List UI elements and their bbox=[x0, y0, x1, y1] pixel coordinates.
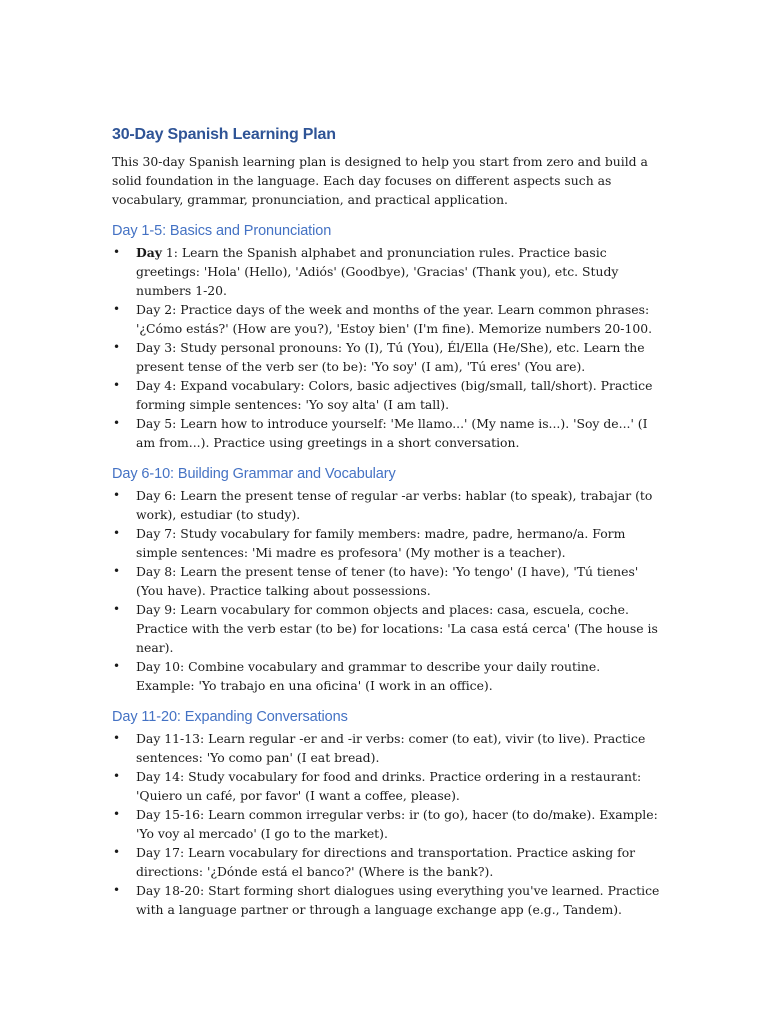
section-heading: Day 11-20: Expanding Conversations bbox=[112, 709, 348, 725]
item-text: Day 15-16: Learn common irregular verbs: ir (to go), hacer (to do/make). Example: 'Yo voy al mercado' (I go to the market). bbox=[136, 807, 658, 841]
list-item bbox=[112, 414, 660, 452]
list-item bbox=[112, 657, 660, 695]
bullet-icon: • bbox=[113, 302, 121, 316]
list-item bbox=[112, 767, 660, 805]
item-text: Day 9: Learn vocabulary for common objects and places: casa, escuela, coche. Practice with the verb estar (to be) for locations: 'La casa está cerca' (The house is near). bbox=[136, 602, 658, 655]
item-text: Day 18-20: Start forming short dialogues using everything you've learned. Practice with a language partner or through a language exchange app (e.g., Tandem). bbox=[136, 883, 660, 917]
bullet-icon: • bbox=[113, 416, 121, 430]
item-text: Day 2: Practice days of the week and months of the year. Learn common phrases: '¿Cómo estás?' (How are you?), 'Estoy bien' (I'm fine). Memorize numbers 20-100. bbox=[136, 302, 653, 336]
bullet-icon: • bbox=[113, 845, 121, 859]
item-text: 1: Learn the Spanish alphabet and pronunciation rules. Practice basic greetings: 'Hola' (Hello), 'Adiós' (Goodbye), 'Gracias' (Thank you), etc. Study numbers 1-20. bbox=[136, 245, 619, 298]
list-item bbox=[112, 243, 660, 300]
bullet-icon: • bbox=[113, 564, 121, 578]
bullet-icon: • bbox=[113, 340, 121, 354]
bullet-icon: • bbox=[113, 807, 121, 821]
intro-paragraph: This 30-day Spanish learning plan is designed to help you start from zero and build a solid foundation in the language. Each day focuses on different aspects such as vocabulary, grammar, pronunciation, and practical application. bbox=[112, 154, 648, 207]
list-item bbox=[112, 524, 660, 562]
list-item bbox=[112, 881, 660, 919]
list-item bbox=[112, 805, 660, 843]
item-text: Day 14: Study vocabulary for food and drinks. Practice ordering in a restaurant: 'Quiero un café, por favor' (I want a coffee, please). bbox=[136, 769, 642, 803]
bullet-list bbox=[112, 243, 660, 452]
item-text: Day 11-13: Learn regular -er and -ir verbs: comer (to eat), vivir (to live). Practice sentences: 'Yo como pan' (I eat bread). bbox=[136, 731, 646, 765]
item-text: Day 10: Combine vocabulary and grammar to describe your daily routine. Example: 'Yo trabajo en una oficina' (I work in an office). bbox=[136, 659, 601, 693]
item-text: Day 3: Study personal pronouns: Yo (I), Tú (You), Él/Ella (He/She), etc. Learn the present tense of the verb ser (to be): 'Yo soy' (I am), 'Tú eres' (You are). bbox=[136, 340, 645, 374]
bullet-icon: • bbox=[113, 378, 121, 392]
bullet-icon: • bbox=[113, 488, 121, 502]
item-text: Day 17: Learn vocabulary for directions and transportation. Practice asking for directions: '¿Dónde está el banco?' (Where is the bank?). bbox=[136, 845, 636, 879]
item-text: Day 6: Learn the present tense of regular -ar verbs: hablar (to speak), trabajar (to work), estudiar (to study). bbox=[136, 488, 653, 522]
section-2 bbox=[112, 464, 660, 695]
bullet-icon: • bbox=[113, 731, 121, 745]
list-item bbox=[112, 338, 660, 376]
list-item bbox=[112, 376, 660, 414]
section-3 bbox=[112, 707, 660, 919]
list-item bbox=[112, 300, 660, 338]
list-item bbox=[112, 600, 660, 657]
bullet-icon: • bbox=[113, 883, 121, 897]
bullet-icon: • bbox=[113, 769, 121, 783]
list-item bbox=[112, 843, 660, 881]
bullet-icon: • bbox=[113, 245, 121, 259]
bullet-icon: • bbox=[113, 526, 121, 540]
list-item bbox=[112, 562, 660, 600]
item-lead: Day bbox=[136, 245, 162, 260]
item-text: Day 7: Study vocabulary for family members: madre, padre, hermano/a. Form simple sentences: 'Mi madre es profesora' (My mother is a teacher). bbox=[136, 526, 626, 560]
bullet-icon: • bbox=[113, 602, 121, 616]
bullet-icon: • bbox=[113, 659, 121, 673]
document-title: 30-Day Spanish Learning Plan bbox=[112, 126, 336, 143]
section-heading: Day 6-10: Building Grammar and Vocabulary bbox=[112, 466, 396, 482]
item-text: Day 4: Expand vocabulary: Colors, basic adjectives (big/small, tall/short). Practice forming simple sentences: 'Yo soy alta' (I am tall). bbox=[136, 378, 653, 412]
bullet-list bbox=[112, 486, 660, 695]
section-heading: Day 1-5: Basics and Pronunciation bbox=[112, 223, 332, 239]
bullet-list bbox=[112, 729, 660, 919]
section-1 bbox=[112, 221, 660, 452]
sections-container bbox=[112, 221, 660, 919]
list-item bbox=[112, 729, 660, 767]
list-item bbox=[112, 486, 660, 524]
item-text: Day 8: Learn the present tense of tener (to have): 'Yo tengo' (I have), 'Tú tienes' (You have). Practice talking about possessions. bbox=[136, 564, 639, 598]
item-text: Day 5: Learn how to introduce yourself: 'Me llamo...' (My name is...). 'Soy de...' (I am from...). Practice using greetings in a short conversation. bbox=[136, 416, 648, 450]
document-page bbox=[112, 124, 660, 931]
